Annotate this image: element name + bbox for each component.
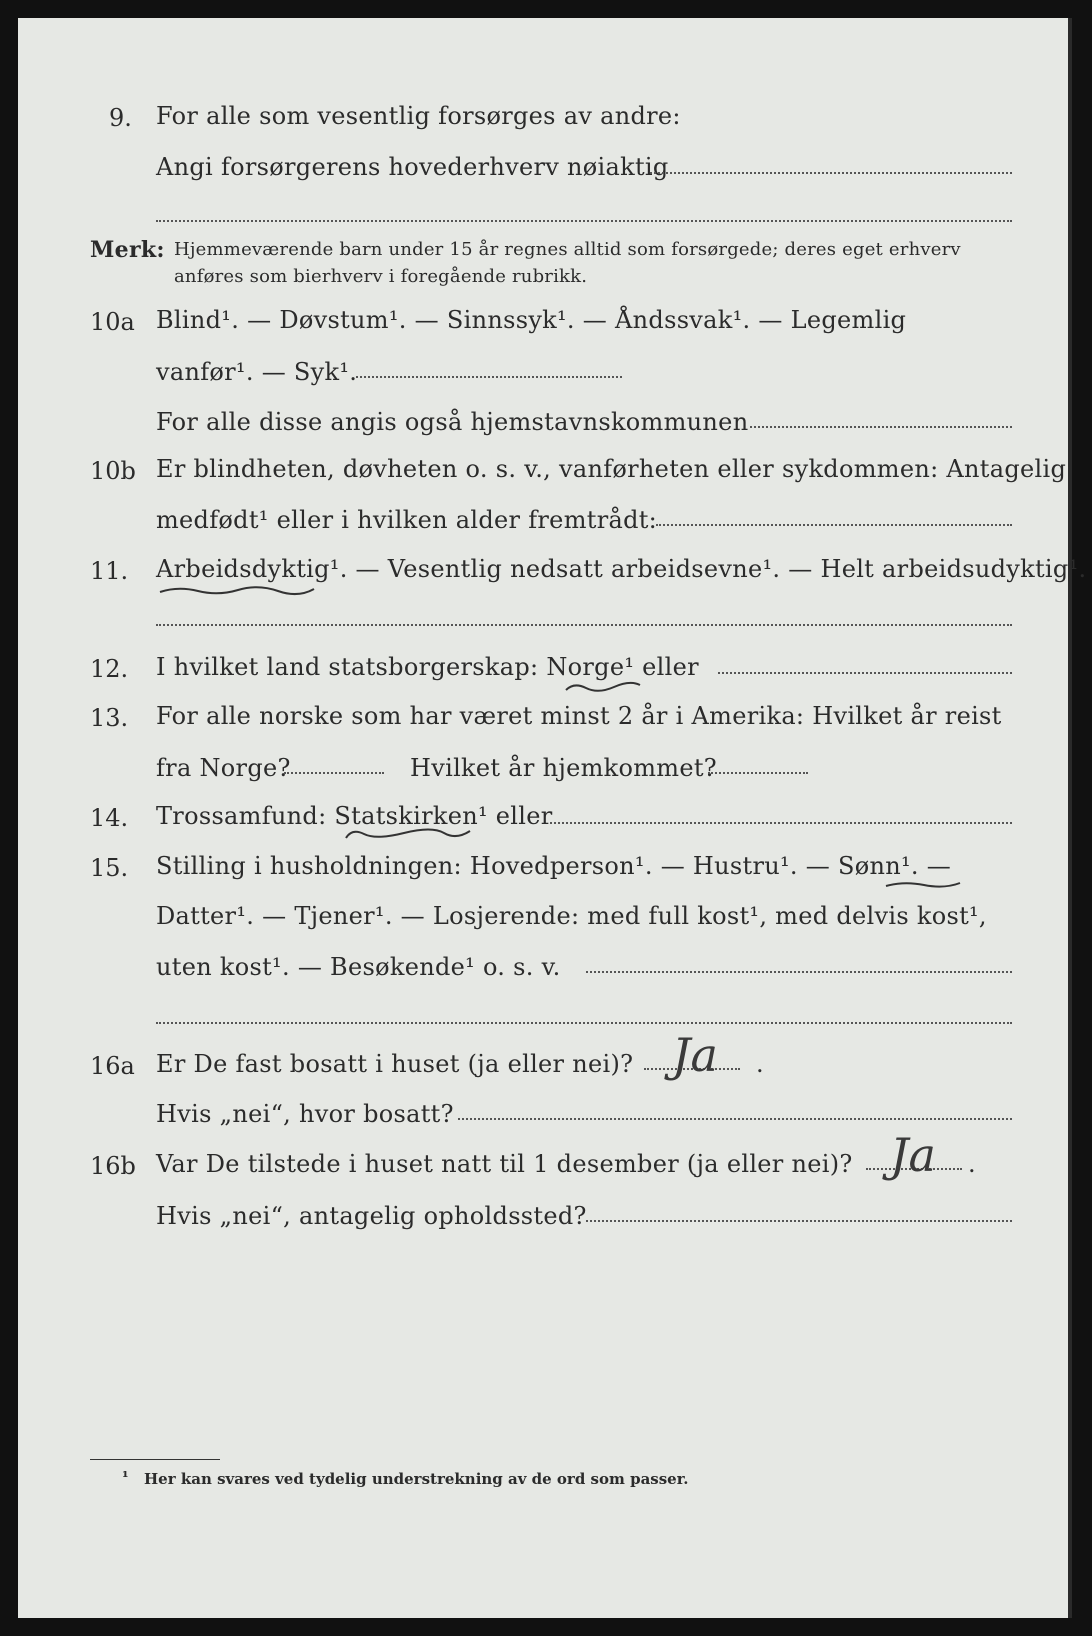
answer-line[interactable] (156, 624, 1012, 626)
answer-line[interactable] (550, 822, 1012, 824)
q16b-line2: Hvis „nei“, antagelig opholdssted? (156, 1202, 587, 1230)
answer-line[interactable] (356, 376, 622, 378)
q16a-line1: Er De fast bosatt i huset (ja eller nei)? (156, 1050, 634, 1078)
trailing-dot: . (756, 1050, 764, 1078)
q13-line2a: fra Norge? (156, 754, 291, 782)
answer-line[interactable] (650, 172, 1012, 174)
item-number: 11. (90, 557, 129, 585)
q10a-line1: Blind¹. — Døvstum¹. — Sinnssyk¹. — Åndssvak¹. — Legemlig (156, 306, 907, 334)
answer-line[interactable] (656, 524, 1012, 526)
answer-line[interactable] (750, 426, 1012, 428)
q10b-line2: medfødt¹ eller i hvilken alder fremtrådt: (156, 506, 658, 534)
merk-line2: anføres som bierhverv i foregående rubrikk. (174, 266, 588, 287)
handwritten-underline (158, 584, 318, 598)
q13-line2b: Hvilket år hjemkommet? (410, 754, 717, 782)
footnote-rule (90, 1459, 220, 1460)
answer-line[interactable] (156, 220, 1012, 222)
q10b-line1: Er blindheten, døvheten o. s. v., vanførheten eller sykdommen: Antagelig (156, 455, 1067, 483)
q15-line2: Datter¹. — Tjener¹. — Losjerende: med full kost¹, med delvis kost¹, (156, 902, 987, 930)
q15-line1: Stilling i husholdningen: Hovedperson¹. — Hustru¹. — Sønn¹. — (156, 852, 952, 880)
answer-line[interactable] (586, 1220, 1012, 1222)
q9-line2: Angi forsørgerens hovederhverv nøiaktig (156, 153, 669, 181)
handwritten-answer: Ja (672, 1028, 718, 1082)
handwritten-underline (344, 826, 474, 842)
q14-line1: Trossamfund: Statskirken¹ eller (156, 802, 553, 830)
q13-line1: For alle norske som har været minst 2 år i Amerika: Hvilket år reist (156, 702, 1002, 730)
q9-line1: For alle som vesentlig forsørges av andre: (156, 102, 681, 130)
answer-line[interactable] (708, 772, 808, 774)
footnote-mark: ¹ (122, 1468, 129, 1486)
item-number: 10b (90, 457, 136, 485)
item-number: 16a (90, 1052, 135, 1080)
merk-label: Merk: (90, 237, 165, 263)
answer-line[interactable] (458, 1118, 1012, 1120)
item-number: 13. (90, 704, 129, 732)
q12-line1: I hvilket land statsborgerskap: Norge¹ eller (156, 653, 699, 681)
answer-line[interactable] (284, 772, 384, 774)
q10a-line3: For alle disse angis også hjemstavnskommunen (156, 408, 749, 436)
merk-line1: Hjemmeværende barn under 15 år regnes alltid som forsørgede; deres eget erhverv (174, 239, 961, 260)
item-number: 10a (90, 308, 135, 336)
q16a-line2: Hvis „nei“, hvor bosatt? (156, 1100, 454, 1128)
item-number: 15. (90, 854, 129, 882)
q15-line3: uten kost¹. — Besøkende¹ o. s. v. (156, 953, 561, 981)
q10a-line2: vanfør¹. — Syk¹. (156, 358, 358, 386)
handwritten-underline (884, 878, 964, 892)
answer-line[interactable] (586, 971, 1012, 973)
item-number: 9. (109, 104, 132, 132)
trailing-dot: . (968, 1150, 976, 1178)
item-number: 14. (90, 804, 129, 832)
answer-line[interactable] (156, 1022, 1012, 1024)
handwritten-underline (564, 680, 644, 696)
item-number: 16b (90, 1152, 136, 1180)
census-form-page (18, 18, 1087, 1618)
answer-line[interactable] (718, 672, 1012, 674)
handwritten-answer: Ja (890, 1128, 936, 1182)
q16b-line1: Var De tilstede i huset natt til 1 desember (ja eller nei)? (156, 1150, 853, 1178)
item-number: 12. (90, 655, 129, 683)
q11-line1: Arbeidsdyktig¹. — Vesentlig nedsatt arbeidsevne¹. — Helt arbeidsudyktig¹. (156, 555, 1087, 583)
footnote-text: Her kan svares ved tydelig understrekning av de ord som passer. (144, 1470, 689, 1488)
